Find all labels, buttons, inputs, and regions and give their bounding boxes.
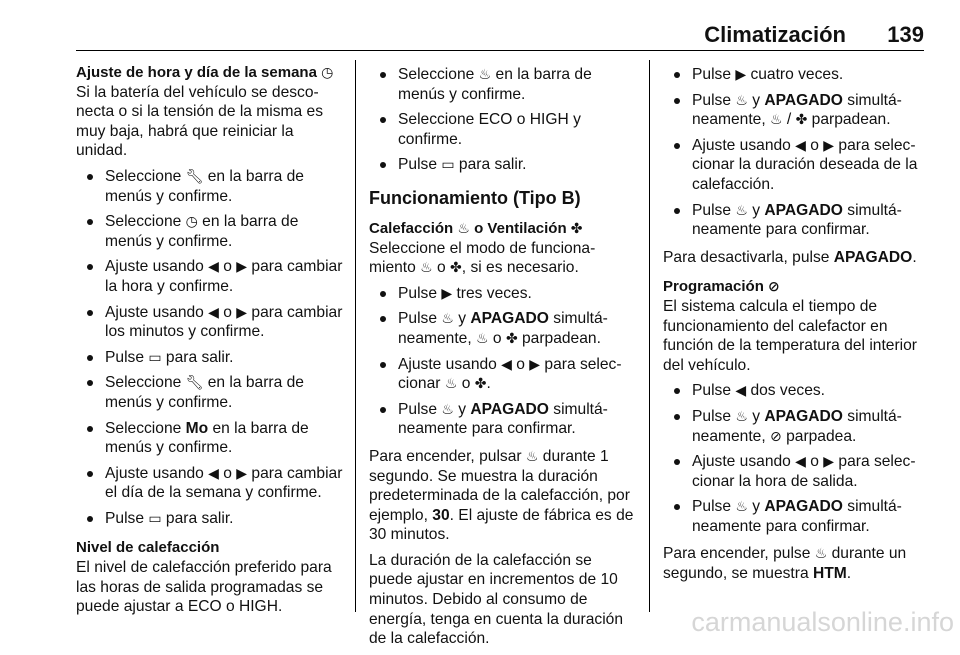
list-item: Ajuste usando ◀ o ▶ para cambiar los minutos y confirme. <box>76 303 348 342</box>
body-text: Para encender, pulse ♨ durante un segundo, se muestra HTM. <box>663 545 907 583</box>
list-item: Seleccione Mo en la barra de menús y confirme. <box>76 419 348 458</box>
step-list <box>663 381 927 536</box>
list-item: Ajuste usando ◀ o ▶ para cambiar la hora y confirme. <box>76 257 348 296</box>
arrow-left-icon: ◀ <box>735 382 747 399</box>
wrench-icon: 🔧︎ <box>185 374 204 391</box>
list-item: Pulse ▶ tres veces. <box>369 284 635 304</box>
body-text: El nivel de calefacción preferido para las horas de salida programadas se puede ajustar a ECO o HIGH. <box>76 559 332 616</box>
list-item: Ajuste usando ◀ o ▶ para seleccionar ♨ o ✤. <box>369 355 635 394</box>
list-item: Seleccione ECO o HIGH y confirme. <box>369 110 635 149</box>
arrow-left-icon: ◀ <box>208 464 219 481</box>
step-list <box>76 167 348 529</box>
section-heading: Ajuste de hora y día de la semana ◷ <box>76 64 334 81</box>
step-list <box>369 284 635 439</box>
fan-icon: ✤ <box>505 329 518 346</box>
arrow-left-icon: ◀ <box>208 303 219 320</box>
arrow-right-icon: ▶ <box>441 284 453 301</box>
list-item: Pulse ▭ para salir. <box>369 155 635 175</box>
list-item: Seleccione 🔧︎ en la barra de menús y confirme. <box>76 167 348 206</box>
arrow-right-icon: ▶ <box>236 303 248 320</box>
arrow-right-icon: ▶ <box>236 258 248 275</box>
step-list <box>663 65 927 240</box>
sub-heading: Calefacción ♨ o Ventilación ✤ <box>369 219 583 237</box>
arrow-right-icon: ▶ <box>236 464 248 481</box>
arrow-left-icon: ◀ <box>795 136 806 153</box>
arrow-right-icon: ▶ <box>529 355 541 372</box>
list-item: Ajuste usando ◀ o ▶ para seleccionar la duración deseada de la calefacción. <box>663 136 927 195</box>
timer-icon: ⊘ <box>770 427 782 444</box>
heater-icon: ♨ <box>478 66 492 82</box>
arrow-left-icon: ◀ <box>795 453 806 470</box>
list-item: Ajuste usando ◀ o ▶ para seleccionar la hora de salida. <box>663 452 927 491</box>
arrow-left-icon: ◀ <box>208 258 219 275</box>
list-item: Pulse ♨ y APAGADO simultáneamente para confirmar. <box>663 497 927 536</box>
list-item: Pulse ▭ para salir. <box>76 348 348 368</box>
list-item: Pulse ♨ y APAGADO simultáneamente para confirmar. <box>369 400 635 439</box>
heater-icon: ♨ <box>441 400 454 417</box>
list-item: Seleccione 🔧︎ en la barra de menús y confirme. <box>76 373 348 412</box>
step-list <box>369 65 635 175</box>
heater-icon: ♨ <box>444 375 458 392</box>
heater-icon: ♨ <box>441 310 454 327</box>
timer-icon: ⊘ <box>768 278 780 295</box>
column-2 <box>369 63 635 655</box>
heater-icon: ♨ <box>735 201 748 218</box>
heater-icon: ♨ <box>770 111 783 128</box>
fan-icon: ✤ <box>450 259 462 276</box>
list-item: Ajuste usando ◀ o ▶ para cambiar el día de la semana y confirme. <box>76 464 348 503</box>
column-1 <box>76 63 348 623</box>
arrow-right-icon: ▶ <box>823 136 835 153</box>
section-heading: Programación ⊘ <box>663 278 780 296</box>
watermark: carmanualsonline.info <box>691 607 954 637</box>
body-text: La duración de la calefacción se puede ajustar en incrementos de 10 minutos. Debido al consumo de energía, tenga en cuenta la duración de la calefacción. <box>369 551 624 648</box>
heater-icon: ♨ <box>735 498 748 515</box>
list-item: Seleccione ◷ en la barra de menús y confirme. <box>76 212 348 251</box>
list-item: Pulse ♨ y APAGADO simultáneamente, ♨ o ✤ parpadean. <box>369 309 635 348</box>
arrow-right-icon: ▶ <box>823 453 835 470</box>
back-square-icon: ▭ <box>441 156 455 173</box>
list-item: Pulse ♨ y APAGADO simultáneamente, ⊘ parpadea. <box>663 407 927 446</box>
list-item: Pulse ▶ cuatro veces. <box>663 65 927 85</box>
clock-icon: ◷ <box>185 213 198 230</box>
page-title: Climatización <box>704 22 846 47</box>
list-item: Seleccione ♨ en la barra de menús y confirme. <box>369 65 635 104</box>
fan-icon: ✤ <box>570 219 583 236</box>
clock-icon: ◷ <box>321 64 334 80</box>
column-divider <box>355 60 356 612</box>
list-item: Pulse ▭ para salir. <box>76 509 348 529</box>
back-square-icon: ▭ <box>148 509 162 526</box>
column-3 <box>663 63 927 590</box>
arrow-left-icon: ◀ <box>501 355 512 372</box>
fan-icon: ✤ <box>474 375 487 392</box>
list-item: Pulse ◀ dos veces. <box>663 381 927 401</box>
heater-icon: ♨ <box>735 91 748 108</box>
page-header <box>0 0 960 52</box>
wrench-icon: 🔧︎ <box>185 167 204 184</box>
body-text: El sistema calcula el tiempo de funcionamiento del calefactor en función de la temperatura del interior del vehículo. <box>663 297 917 374</box>
heater-icon: ♨ <box>457 219 470 236</box>
list-item: Pulse ♨ y APAGADO simultáneamente, ♨ / ✤ parpadean. <box>663 91 927 130</box>
heater-icon: ♨ <box>735 407 748 424</box>
page-number: 139 <box>887 22 924 47</box>
body-text: Para encender, pulsar ♨ durante 1 segundo. Se muestra la duración predeterminada de la calefacción, por ejemplo, 30. El ajuste de fábrica es de 30 minutos. <box>369 447 634 544</box>
column-divider <box>649 60 650 612</box>
intro-text: Si la batería del vehículo se desconecta o si la tensión de la misma es muy baja, habrá que reiniciar la unidad. <box>76 83 324 160</box>
heater-icon: ♨ <box>476 329 489 346</box>
section-heading: Nivel de calefacción <box>76 539 220 557</box>
header-rule <box>76 50 924 51</box>
heater-icon: ♨ <box>420 259 433 276</box>
section-heading: Funcionamiento (Tipo B) <box>369 187 581 208</box>
heater-icon: ♨ <box>814 545 828 562</box>
body-text: Para desactivarla, pulse APAGADO. <box>663 248 917 266</box>
heater-icon: ♨ <box>525 447 539 464</box>
back-square-icon: ▭ <box>148 348 162 365</box>
body-text: Seleccione el modo de funcionamiento ♨ o ✤, si es necesario. <box>369 239 596 277</box>
list-item: Pulse ♨ y APAGADO simultáneamente para confirmar. <box>663 201 927 240</box>
fan-icon: ✤ <box>795 111 808 128</box>
arrow-right-icon: ▶ <box>735 66 747 82</box>
